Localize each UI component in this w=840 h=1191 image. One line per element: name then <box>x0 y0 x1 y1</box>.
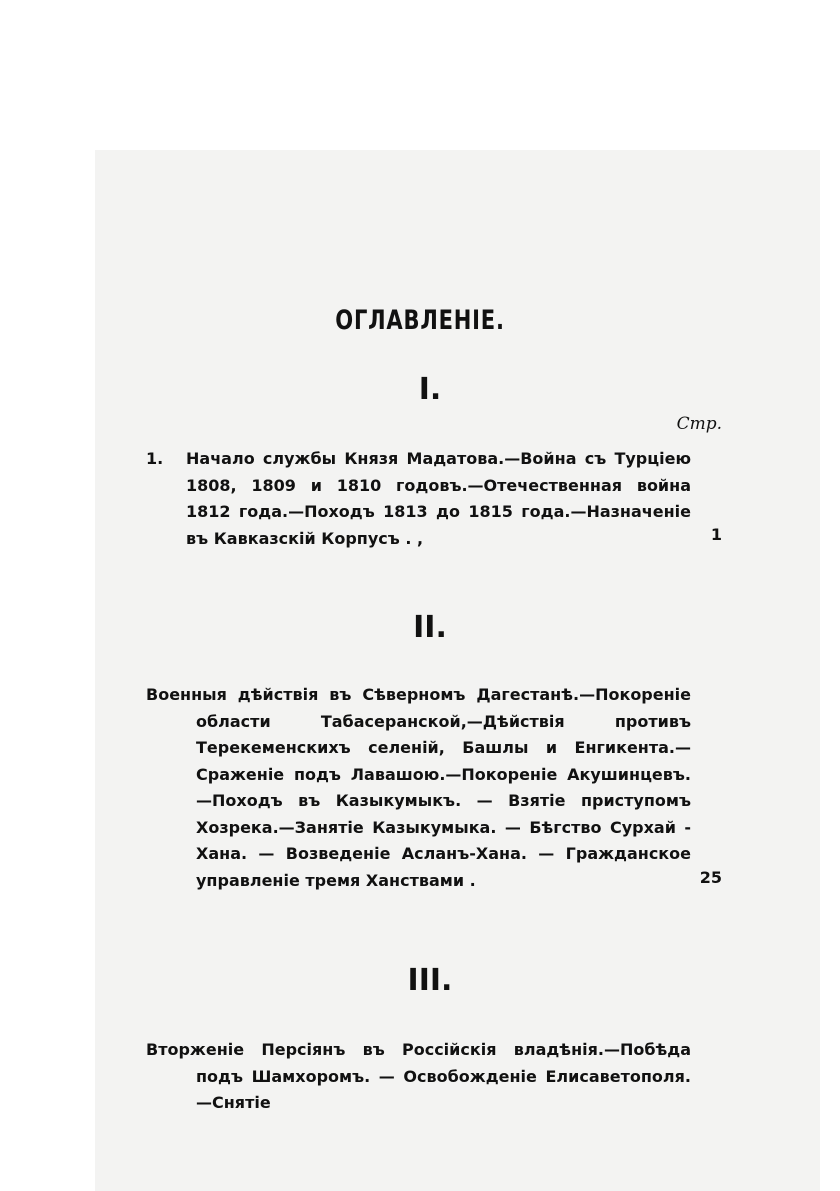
section-numeral-2: II. <box>413 610 447 645</box>
section-numeral-3: III. <box>407 963 453 998</box>
page-column-label: Стр. <box>676 414 722 434</box>
page-number-1: 1 <box>710 525 722 544</box>
page-number-2: 25 <box>699 868 722 887</box>
section-numeral-1: I. <box>418 372 442 407</box>
toc-entry-2 <box>146 682 691 894</box>
toc-entry-1 <box>146 446 691 552</box>
entry-text: Военныя дѣйствія въ Сѣверномъ Дагестанѣ.—Покореніе области Табасеранской,—Дѣйствія противъ Терекеменскихъ селеній, Башлы и Енгикента.—Сраженіе подъ Лавашою.—Покореніе Акушинцевъ.—Походъ въ Казыкумыкъ. — Взятіе приступомъ Хозрека.—Занятіе Казыкумыка. — Бѣгство Сурхай - Хана. — Возведеніе Асланъ-Хана. — Гражданское управленіе тремя Ханствами . <box>146 685 691 890</box>
page-title: ОГЛАВЛЕНІЕ. <box>335 305 505 336</box>
entry-text: Вторженіе Персіянъ въ Россійскія владѣнія.—Побѣда подъ Шамхоромъ. — Освобожденіе Елисаветополя.—Снятіе <box>146 1040 691 1112</box>
toc-entry-3 <box>146 1037 691 1117</box>
entry-number: 1. <box>146 449 164 468</box>
entry-text: Начало службы Князя Мадатова.—Война съ Турціею 1808, 1809 и 1810 годовъ.—Отечественная война 1812 года.—Походъ 1813 до 1815 года.—Назначеніе въ Кавказскій Корпусъ . , <box>186 449 691 548</box>
